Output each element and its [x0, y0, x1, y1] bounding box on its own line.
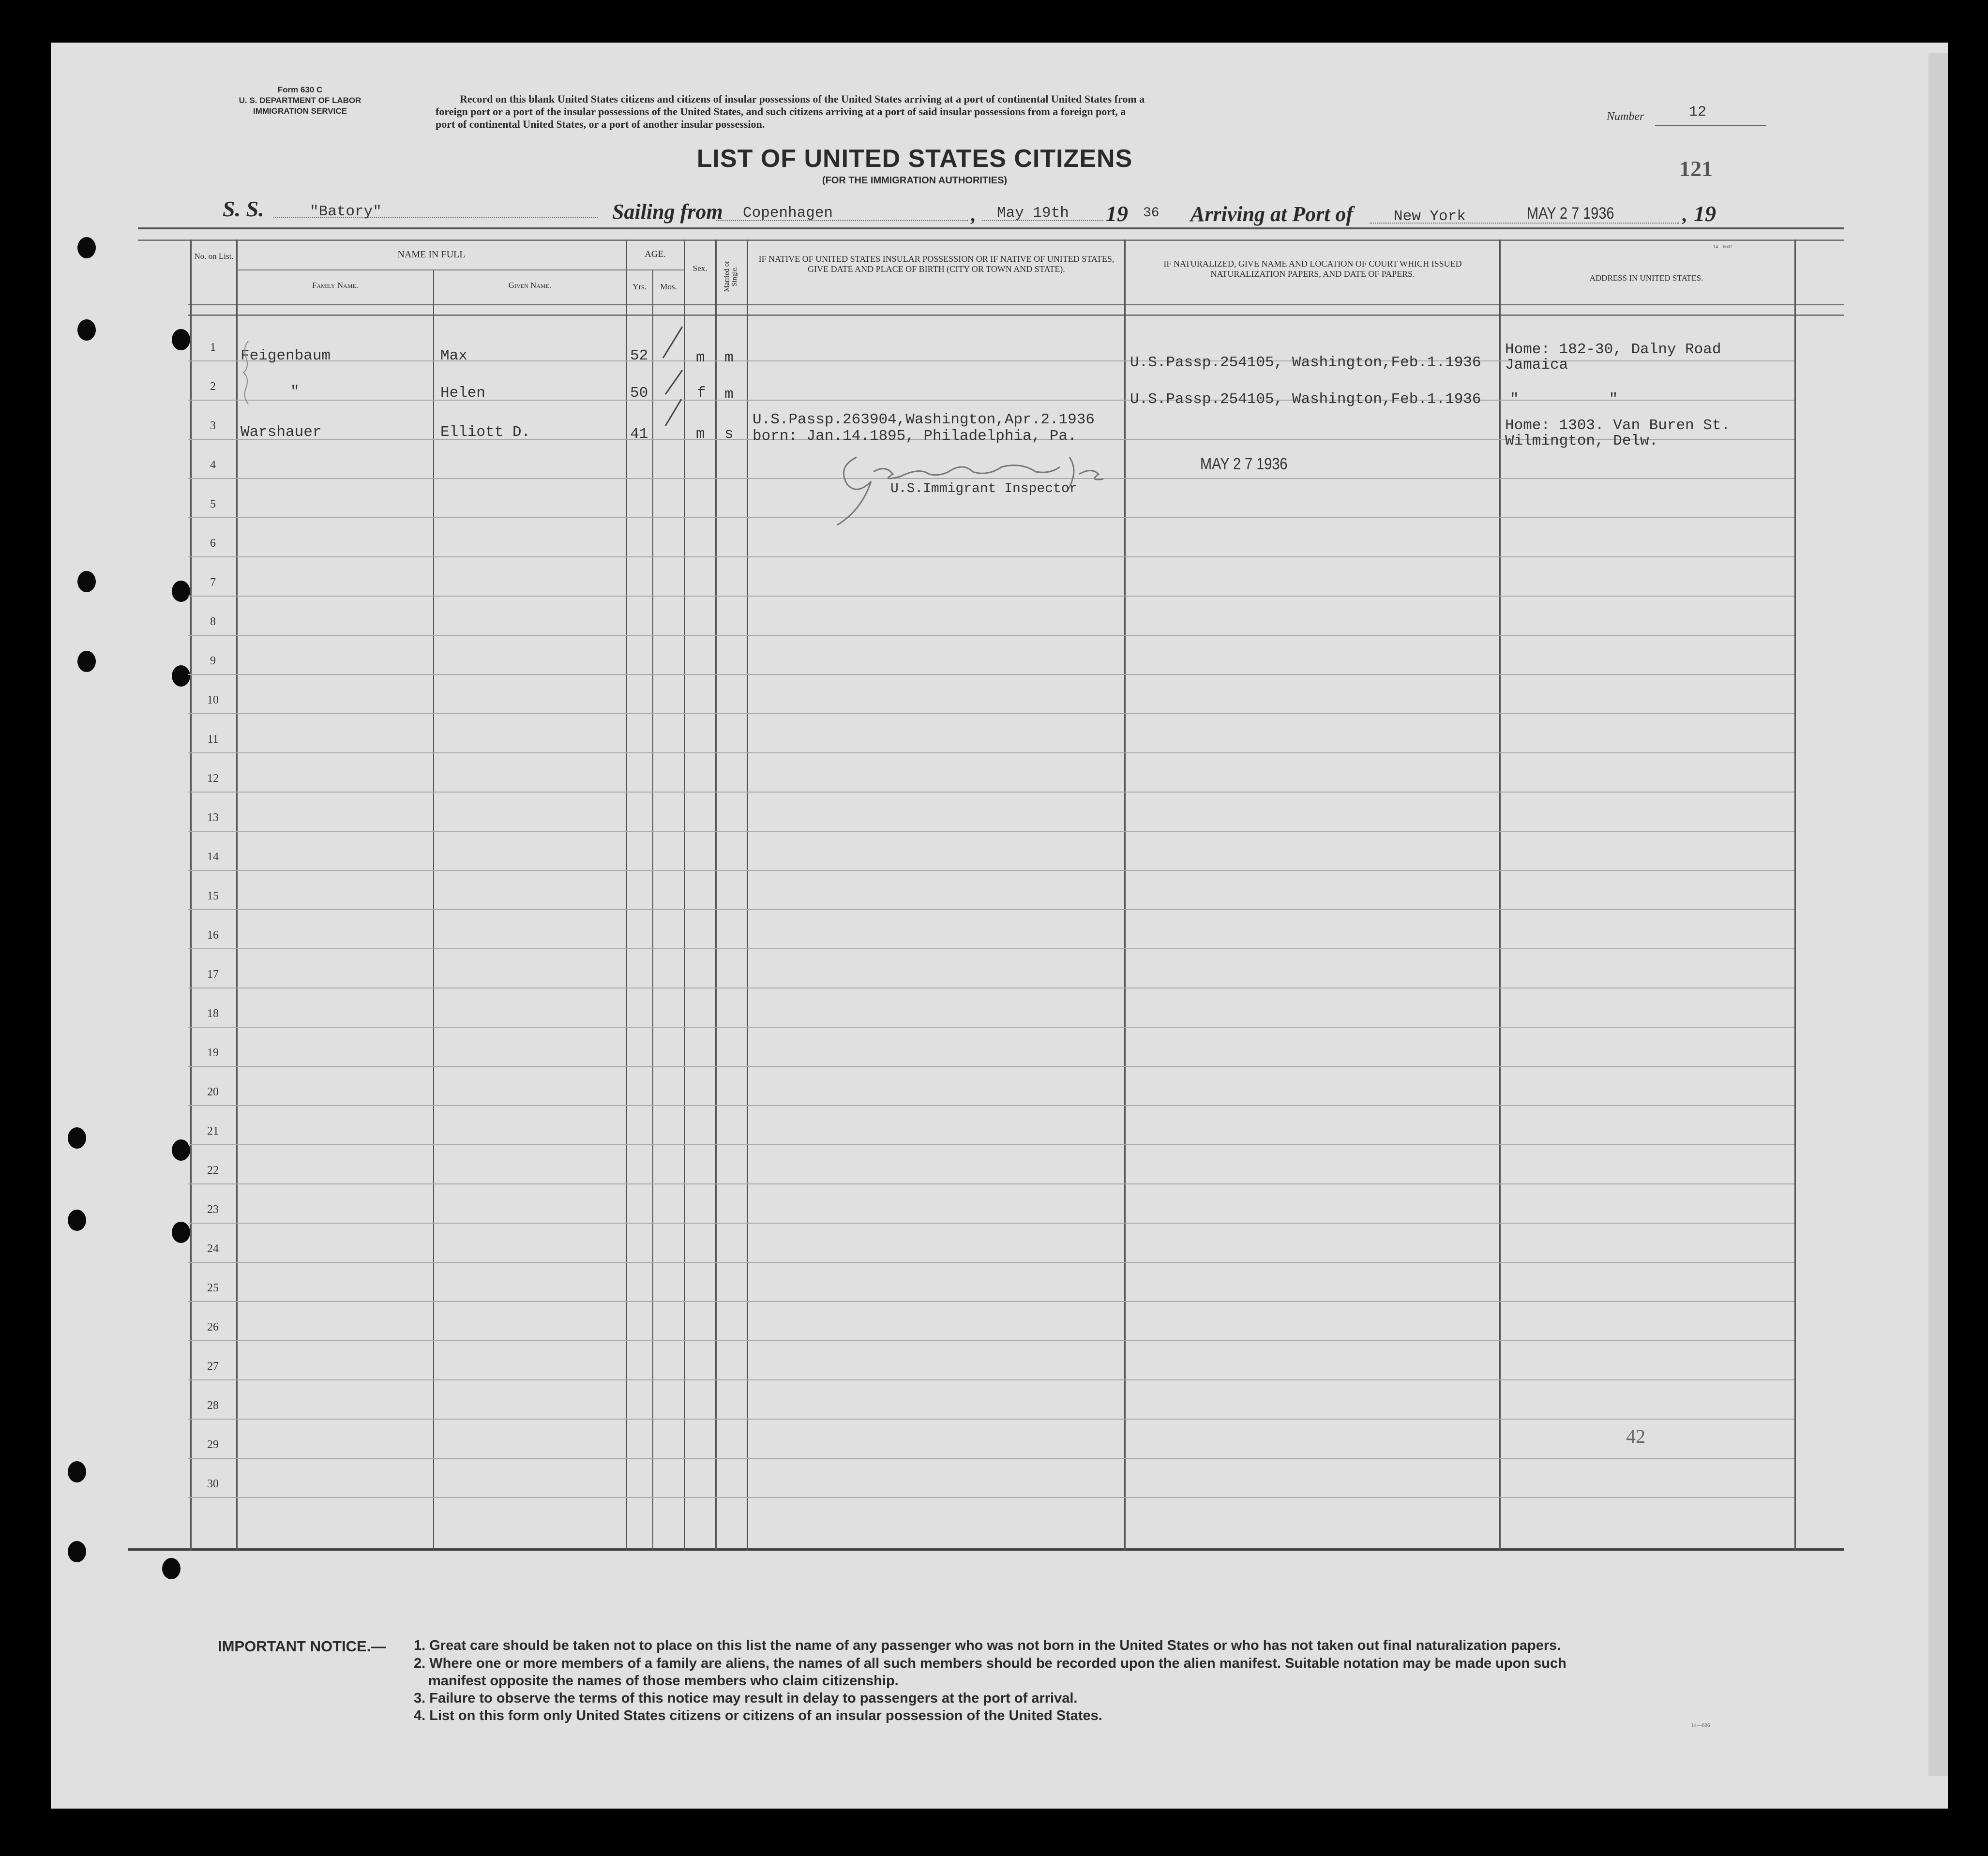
- address-line-2: Jamaica: [1505, 357, 1568, 374]
- sex: m: [696, 426, 705, 443]
- col-rule: [236, 239, 238, 1551]
- row-number: 23: [207, 1203, 219, 1216]
- row-number: 17: [207, 968, 219, 981]
- binder-hole: [68, 1461, 86, 1482]
- row-number: 16: [207, 929, 219, 942]
- header-bottom-rule-2: [188, 314, 1844, 316]
- instruction-line: port of continental United States, or a port of another insular possession.: [436, 118, 765, 130]
- col-header-naturalized: IF NATURALIZED, GIVE NAME AND LOCATION OF COURT WHICH ISSUED NATURALIZATION PAPERS, AND DATE OF PAPERS.: [1163, 259, 1462, 279]
- notice-item-2-cont: manifest opposite the names of those members who claim citizenship.: [428, 1673, 899, 1689]
- number-underline: [1655, 110, 1766, 126]
- row-number: 7: [210, 576, 216, 589]
- age-years: 52: [630, 347, 648, 364]
- inspection-date-stamp: MAY 2 7 1936: [1200, 455, 1288, 473]
- binder-hole: [68, 1541, 86, 1562]
- binder-hole: [68, 1127, 86, 1149]
- row-number: 2: [210, 380, 216, 393]
- row-rule: [188, 792, 1794, 793]
- binder-hole: [77, 651, 96, 672]
- col-header-mos: Mos.: [660, 282, 677, 291]
- row-rule: [188, 870, 1794, 871]
- page-title: LIST OF UNITED STATES CITIZENS: [696, 145, 1133, 173]
- form-number: Form 630 C: [277, 85, 323, 94]
- sailing-date: May 19th: [997, 205, 1069, 222]
- binder-hole: [68, 1210, 86, 1231]
- row-number: 22: [207, 1164, 219, 1177]
- col-header-address: ADDRESS IN UNITED STATES.: [1589, 273, 1703, 283]
- ship-name: "Batory": [310, 203, 382, 220]
- row-number: 15: [207, 890, 219, 902]
- sailing-label: Sailing from: [612, 200, 723, 224]
- row-rule: [188, 1458, 1794, 1459]
- form-instructions: [436, 93, 1145, 131]
- binder-hole: [77, 237, 96, 258]
- notice-label: IMPORTANT NOTICE.—: [218, 1638, 386, 1655]
- col-header-birth: IF NATIVE OF UNITED STATES INSULAR POSSESSION OR IF NATIVE OF UNITED STATES, GIVE DATE AND PLACE OF BIRTH (CITY OR TOWN AND STATE).: [758, 254, 1114, 274]
- col-header-given-name: Given Name.: [508, 281, 552, 290]
- row-rule: [188, 1419, 1794, 1420]
- family-brace-mark: [240, 339, 254, 406]
- number-label: Number: [1607, 110, 1644, 123]
- row-rule: [188, 1301, 1794, 1302]
- row-rule: [188, 1340, 1794, 1341]
- address-line-1: Home: 182-30, Dalny Road: [1505, 341, 1721, 358]
- given-name: Elliott D.: [440, 424, 531, 441]
- row-rule: [188, 635, 1794, 636]
- ss-label: S. S.: [223, 196, 264, 221]
- col-rule: [715, 239, 717, 1551]
- sex: m: [696, 349, 705, 366]
- row-rule: [188, 674, 1794, 675]
- marital-status: m: [724, 386, 734, 403]
- row-number: 11: [207, 733, 219, 746]
- year-suffix: 36: [1143, 206, 1160, 221]
- row-number: 12: [207, 772, 219, 785]
- row-rule: [188, 1379, 1794, 1380]
- row-rule: [188, 1105, 1794, 1106]
- row-number: 5: [210, 498, 216, 510]
- page-edge: [1928, 53, 1948, 1776]
- arrival-date-stamp: MAY 2 7 1936: [1527, 204, 1614, 223]
- row-number: 29: [207, 1438, 219, 1451]
- year-prefix: 19: [1106, 201, 1128, 226]
- birth-info-line-2: born: Jan.14.1895, Philadelphia, Pa.: [753, 428, 1077, 445]
- col-rule: [1124, 239, 1126, 1551]
- col-rule: [747, 239, 748, 1551]
- col-header-married-single: Married or Single.: [723, 260, 738, 292]
- binder-hole: [172, 329, 190, 350]
- header-bottom-rule: [188, 304, 1844, 305]
- notice-item-1: 1. Great care should be taken not to place on this list the name of any passenger who was not born in the United States or who has not taken out final naturalization papers.: [414, 1638, 1561, 1653]
- row-rule: [188, 831, 1794, 832]
- table-top-rule: [138, 227, 1844, 229]
- age-years: 41: [630, 426, 648, 443]
- arrival-year-prefix: 19: [1694, 201, 1716, 226]
- row-rule: [188, 1183, 1794, 1184]
- col-rule: [1499, 239, 1501, 1551]
- row-number: 4: [210, 459, 216, 471]
- col-rule: [626, 239, 627, 1551]
- manifest-page: [51, 43, 1948, 1809]
- row-rule: [188, 752, 1794, 753]
- binder-hole: [172, 581, 190, 602]
- row-number: 24: [207, 1242, 219, 1255]
- footer-code: 14—606: [1691, 1722, 1710, 1728]
- row-rule: [188, 1027, 1794, 1028]
- name-header-rule: [236, 269, 626, 270]
- row-number: 3: [210, 419, 216, 432]
- row-number: 9: [210, 655, 216, 667]
- row-number: 20: [207, 1086, 219, 1098]
- binder-hole: [162, 1558, 181, 1579]
- row-rule: [188, 1223, 1794, 1224]
- binder-hole: [172, 1139, 190, 1161]
- binder-hole: [172, 1222, 190, 1243]
- col-header-family-name: Family Name.: [312, 281, 359, 290]
- inspector-title: U.S.Immigrant Inspector: [890, 481, 1078, 496]
- binder-hole: [77, 571, 96, 592]
- row-number: 21: [207, 1125, 219, 1138]
- printer-note: 14—6602: [1713, 244, 1732, 250]
- row-rule: [188, 948, 1794, 949]
- row-number: 30: [207, 1478, 219, 1490]
- sex: f: [697, 385, 706, 402]
- row-number: 6: [210, 537, 216, 550]
- col-header-sex: Sex.: [693, 264, 708, 273]
- stamped-page-number: 121: [1679, 156, 1713, 181]
- row-rule: [188, 596, 1794, 597]
- binder-hole: [172, 665, 190, 687]
- notice-item-3: 3. Failure to observe the terms of this notice may result in delay to passengers at the port of arrival.: [414, 1691, 1078, 1706]
- naturalization-info: U.S.Passp.254105, Washington,Feb.1.1936: [1130, 354, 1481, 371]
- row-number: 27: [207, 1360, 219, 1373]
- row-rule: [188, 1066, 1794, 1067]
- col-rule: [684, 239, 685, 1551]
- address-line-1: " ": [1510, 391, 1618, 408]
- row-rule: [188, 1497, 1794, 1498]
- sailing-port: Copenhagen: [743, 205, 833, 222]
- binder-hole: [77, 319, 96, 341]
- marital-status: s: [724, 426, 734, 443]
- birth-info-line-1: U.S.Passp.263904,Washington,Apr.2.1936: [753, 411, 1095, 428]
- row-number: 26: [207, 1321, 219, 1333]
- table-bottom-rule: [128, 1548, 1844, 1551]
- col-rule: [1794, 239, 1796, 1551]
- row-number: 13: [207, 811, 219, 824]
- row-number: 1: [210, 341, 216, 354]
- col-header-no: No. on List.: [194, 252, 234, 261]
- col-header-age: AGE.: [645, 249, 666, 259]
- given-name: Max: [440, 347, 467, 364]
- department-name: U. S. DEPARTMENT OF LABOR: [239, 96, 361, 105]
- instruction-line: Record on this blank United States citizens and citizens of insular possessions of the United States arriving at a port of continental United States from a: [460, 93, 1145, 105]
- row-number: 18: [207, 1007, 219, 1020]
- row-number: 8: [210, 615, 216, 628]
- number-value: 12: [1689, 104, 1707, 120]
- instruction-line: foreign port or a port of the insular possessions of the United States, and such citizens arriving at a port of said insular possessions from a foreign port, a: [436, 105, 1126, 118]
- row-number: 10: [207, 694, 219, 706]
- row-rule: [188, 1144, 1794, 1145]
- service-name: IMMIGRATION SERVICE: [253, 106, 347, 116]
- arrival-port: New York: [1394, 208, 1466, 225]
- given-name: Helen: [440, 385, 486, 402]
- row-rule: [188, 713, 1794, 714]
- form-identifier: [203, 85, 397, 117]
- row-number: 14: [207, 851, 219, 863]
- page-number: 42: [1626, 1425, 1645, 1447]
- family-name: Feigenbaum: [241, 347, 331, 364]
- col-header-name-in-full: NAME IN FULL: [397, 249, 466, 260]
- col-header-yrs: Yrs.: [633, 282, 647, 291]
- marital-status: m: [724, 349, 734, 366]
- age-years: 50: [630, 385, 648, 402]
- age-tick-marks: [653, 322, 692, 433]
- table-top-rule-inner: [138, 239, 1844, 241]
- row-number: 19: [207, 1047, 219, 1059]
- page-subtitle: (FOR THE IMMIGRATION AUTHORITIES): [822, 175, 1008, 186]
- address-line-2: Wilmington, Delw.: [1505, 433, 1658, 449]
- arriving-label: Arriving at Port of: [1190, 202, 1354, 226]
- notice-item-4: 4. List on this form only United States citizens or citizens of an insular possession of the United States.: [414, 1708, 1102, 1723]
- row-number: 28: [207, 1399, 219, 1412]
- col-rule: [433, 270, 434, 1551]
- notice-item-2: 2. Where one or more members of a family are aliens, the names of all such members should be recorded upon the alien manifest. Suitable notation may be made upon such: [414, 1656, 1566, 1671]
- row-rule: [188, 556, 1794, 557]
- family-name: Warshauer: [241, 424, 322, 441]
- age-header-rule: [626, 269, 684, 270]
- family-name: ": [290, 383, 300, 400]
- address-line-1: Home: 1303. Van Buren St.: [1505, 417, 1731, 434]
- col-rule: [652, 270, 653, 1551]
- row-rule: [188, 909, 1794, 910]
- naturalization-info: U.S.Passp.254105, Washington,Feb.1.1936: [1130, 391, 1481, 408]
- row-rule: [188, 1262, 1794, 1263]
- row-number: 25: [207, 1282, 219, 1294]
